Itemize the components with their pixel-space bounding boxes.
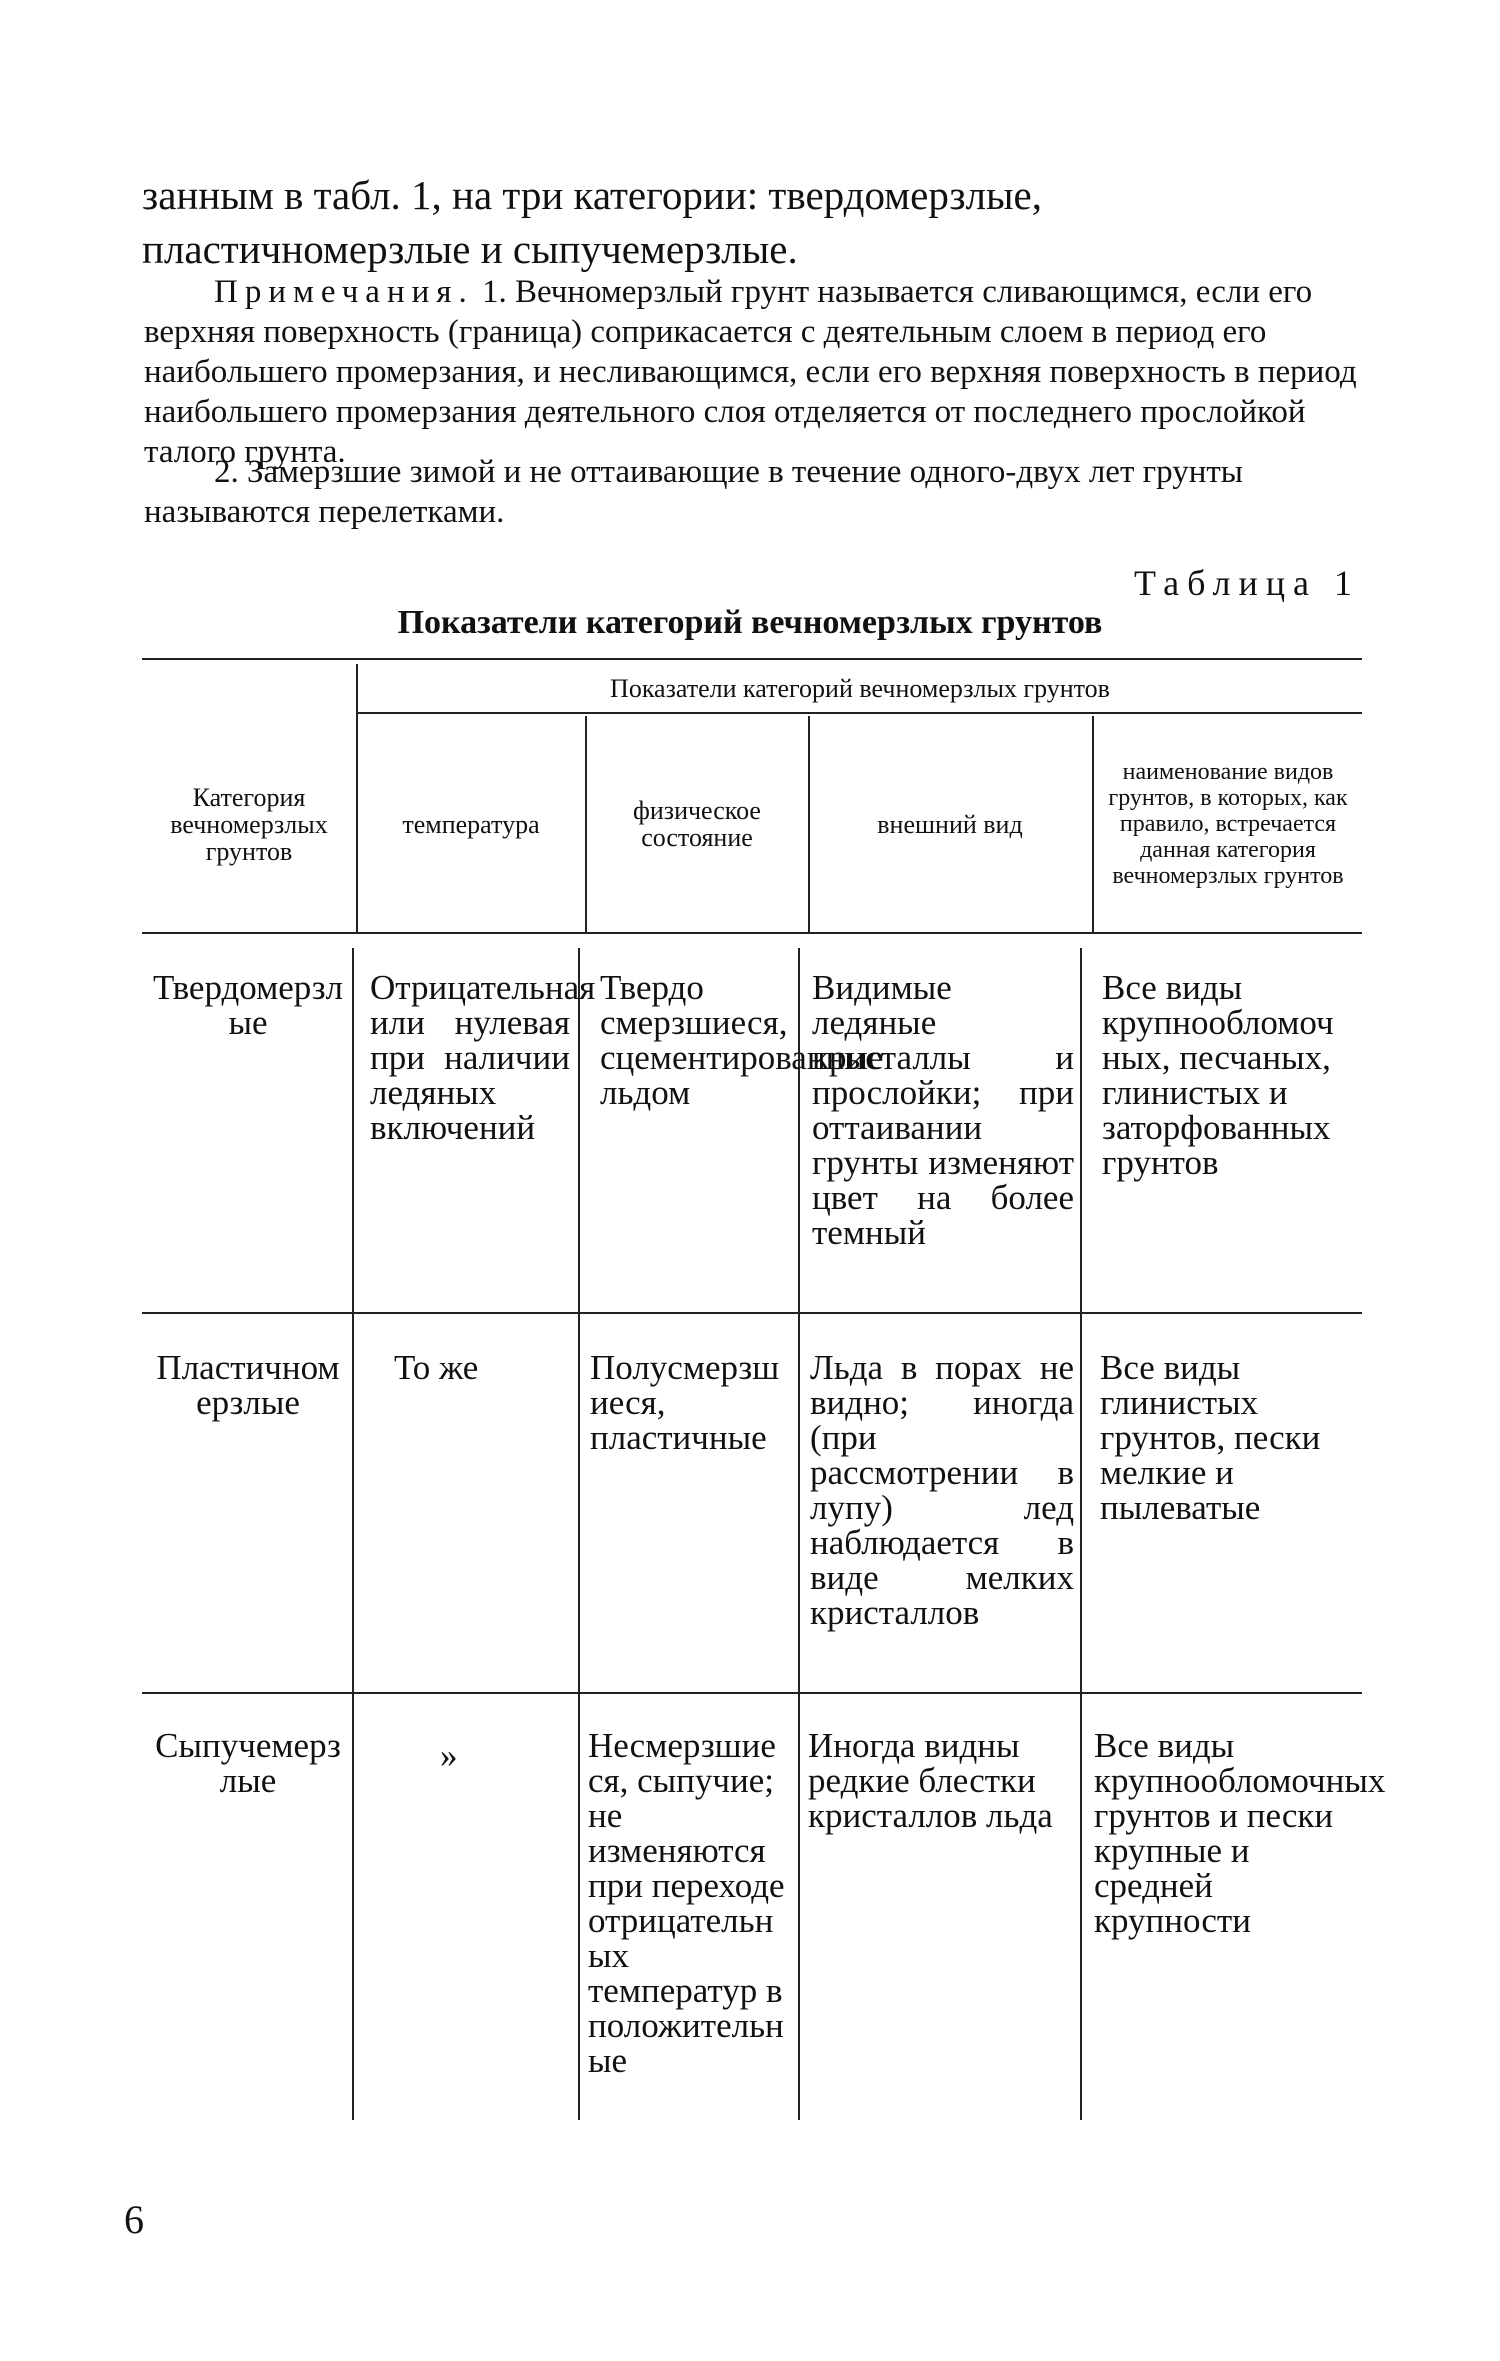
group-header-rule xyxy=(356,712,1362,714)
header-group: Показатели категорий вечномерзлых грунтов xyxy=(610,673,1110,703)
header-soil-types: наименование видов грунтов, в которых, как правило, встречается данная категория вечномерзлых грунтов xyxy=(1108,759,1348,889)
row-2-appearance: Льда в порах не видно; иногда (при рассмотрении в лупу) лед наблюдается в виде мелких кристаллов xyxy=(810,1348,1074,1632)
header-divider-2 xyxy=(585,716,587,932)
body-divider-2 xyxy=(578,948,580,2120)
header-physical-state: физическое состояние xyxy=(633,796,761,852)
body-divider-1 xyxy=(352,948,354,2120)
header-category: Категория вечномерзлых грунтов xyxy=(170,782,328,866)
table-label: Таблица 1 xyxy=(1134,563,1360,603)
body-divider-4 xyxy=(1080,948,1082,2120)
header-divider-4 xyxy=(1092,716,1094,932)
header-divider-1 xyxy=(356,664,358,932)
row-2-bottom-rule xyxy=(142,1692,1362,1694)
row-3-state: Несмерзшиеся, сыпучие; не изменяются при переходе отрицательных температур в положительные xyxy=(588,1726,785,2080)
row-1-temperature: Отрицательная или нулевая при наличии ледяных включений xyxy=(370,968,596,1147)
row-3-soils: Все виды крупнообломочных грунтов и пески крупные и средней крупности xyxy=(1094,1726,1386,1940)
row-3-category: Сыпучемерзлые xyxy=(155,1726,341,1800)
notes-label: Примечания. xyxy=(214,274,474,310)
row-2-temperature: То же xyxy=(394,1348,479,1387)
table-top-rule xyxy=(142,658,1362,660)
row-2-soils: Все виды глинистых грунтов, пески мелкие и пылеватые xyxy=(1100,1348,1321,1527)
header-temperature: температура xyxy=(402,809,540,839)
note-1-text: 1. Вечномерзлый грунт называется сливающимся, если его верхняя поверхность (граница) соприкасается с деятельным слоем в период его наибольшего промерзания, и несливающимся, если его верхняя поверхность в период наибольшего промерзания деятельного слоя отделяется от последнего прослойкой талого грунта. xyxy=(144,274,1357,470)
body-divider-3 xyxy=(798,948,800,2120)
row-2-category: Пластичномерзлые xyxy=(156,1348,340,1422)
table-title: Показатели категорий вечномерзлых грунтов xyxy=(397,604,1103,641)
intro-paragraph: занным в табл. 1, на три категории: твердомерзлые, пластичномерзлые и сыпучемерзлые. xyxy=(142,172,1042,272)
header-divider-3 xyxy=(808,716,810,932)
header-bottom-rule xyxy=(142,932,1362,934)
note-1 xyxy=(144,272,1362,472)
row-3-appearance: Иногда видны редкие блестки кристаллов льда xyxy=(808,1726,1053,1835)
row-1-state: Твердо смерзшиеся, сцементированные льдом xyxy=(600,968,884,1112)
row-3-temperature: » xyxy=(440,1736,458,1775)
note-2: 2. Замерзшие зимой и не оттаивающие в течение одного-двух лет грунты называются перелетками. xyxy=(144,454,1243,530)
page-number: 6 xyxy=(124,2197,144,2242)
row-1-appearance: Видимые ледяные кристаллы и прослойки; при оттаивании грунты изменяют цвет на более темный xyxy=(812,968,1074,1252)
row-2-state: Полусмерзшиеся, пластичные xyxy=(590,1348,780,1457)
header-appearance: внешний вид xyxy=(877,809,1023,839)
row-1-bottom-rule xyxy=(142,1312,1362,1314)
row-1-category: Твердомерзлые xyxy=(152,968,344,1042)
row-1-soils: Все виды крупнообломочных, песчаных, глинистых и заторфованных грунтов xyxy=(1102,968,1334,1182)
